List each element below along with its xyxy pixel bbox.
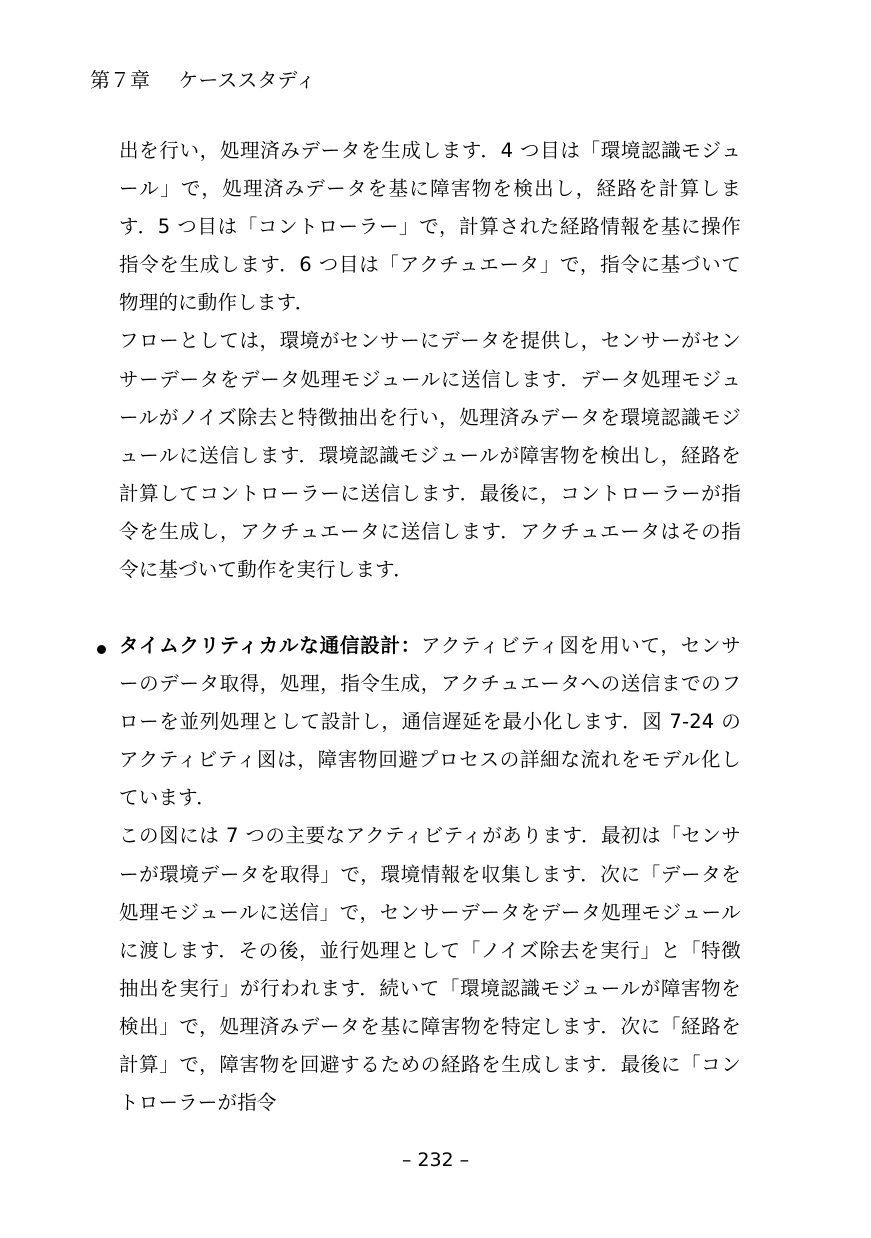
chapter-label: 第７章 [90,68,150,92]
bullet-marker [97,645,106,654]
body-text-block [119,132,741,589]
running-header [90,64,316,96]
paragraph-activities: この図には 7 つの主要なアクティビティがあります．最初は「センサーが環境データを取得」で，環境情報を収集します．次に「データを処理モジュールに送信」で，センサーデータをデータ処理モジュールに渡します．その後，並行処理として「ノイズ除去を実行」と「特徴抽出を実行」が行われます．続いて「環境認識モジュールが障害物を検出」で，処理済みデータを基に障害物を特定します．次に「経路を計算」で，障害物を回避するための経路を生成します．最後に「コントローラーが指令 [119,824,741,1115]
chapter-title: ケーススタディ [178,68,316,92]
paragraph-components: 出を行い，処理済みデータを生成します．4 つ目は「環境認識モジュール」で，処理済みデータを基に障害物を検出し，経路を計算します．5 つ目は「コントローラー」で，計算された経路情報を基に操作指令を生成します．6 つ目は「アクチュエータ」で，指令に基づいて物理的に動作します． [119,139,741,315]
page-number: – 232 – [401,1149,470,1171]
paragraph-flow: フローとしては，環境がセンサーにデータを提供し，センサーがセンサーデータをデータ処理モジュールに送信します．データ処理モジュールがノイズ除去と特徴抽出を行い，処理済みデータを環境認識モジュールに送信します．環境認識モジュールが障害物を検出し，経路を計算してコントローラーに送信します．最後に，コントローラーが指令を生成し，アクチュエータに送信します．アクチュエータはその指令に基づいて動作を実行します． [119,329,741,582]
bullet-paragraph [119,627,741,817]
bullet-item [119,627,741,1122]
bullet-heading: タイムクリティカルな通信設計： [119,634,422,657]
bullet-text: アクティビティ図を用いて，センサーのデータ取得，処理，指令生成，アクチュエータへの送信までのフローを並列処理として設計し，通信遅延を最小化します．図 7-24 のアクティビティ図は，障害物回避プロセスの詳細な流れをモデル化しています． [119,634,741,810]
